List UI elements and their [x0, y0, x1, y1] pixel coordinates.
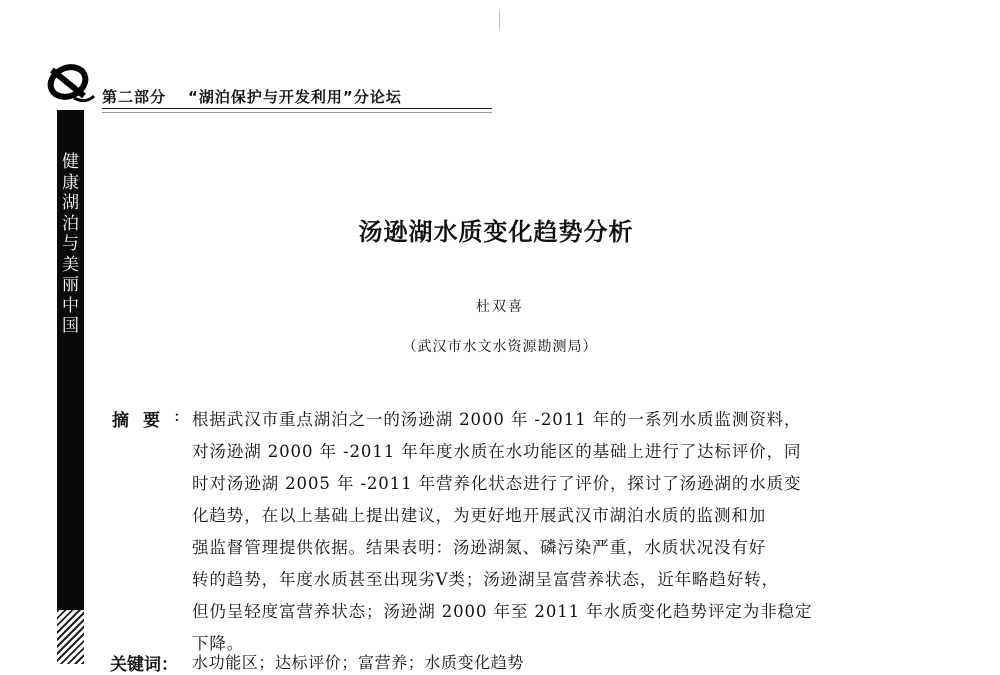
side-band-char: 丽	[62, 275, 79, 295]
abstract-line: 下降。	[192, 634, 245, 653]
side-band-char: 湖	[62, 193, 79, 213]
side-band-char: 国	[62, 316, 79, 336]
header-rule-secondary	[102, 112, 492, 113]
abstract-label: 摘要	[112, 411, 174, 431]
abstract-line: 转的趋势，年度水质甚至出现劣Ⅴ类；汤逊湖呈富营养状态，近年略趋好转，	[192, 570, 780, 589]
abstract-line: 化趋势，在以上基础上提出建议，为更好地开展武汉市湖泊水质的监测和加	[192, 506, 767, 525]
forum-name: “湖泊保护与开发利用”分论坛	[188, 88, 402, 106]
abstract-line: 强监督管理提供依据。结果表明：汤逊湖氮、磷污染严重，水质状况没有好	[192, 538, 767, 557]
side-band-hatch	[57, 610, 84, 664]
abstract-line: 对汤逊湖 2000 年 -2011 年年度水质在水功能区的基础上进行了达标评价，同	[192, 442, 802, 461]
crop-mark	[499, 10, 500, 30]
article-title: 汤逊湖水质变化趋势分析	[358, 218, 634, 246]
keywords-text: 水功能区；达标评价；富营养；水质变化趋势	[192, 653, 525, 672]
article-author: 杜双喜	[476, 299, 524, 315]
journal-logo-icon	[44, 60, 96, 108]
abstract-colon: :	[174, 406, 180, 426]
header-rule	[102, 108, 492, 109]
section-part: 第二部分	[102, 88, 167, 106]
keywords-label: 关键词：	[110, 655, 178, 675]
section-header	[102, 86, 402, 107]
abstract-line: 时对汤逊湖 2005 年 -2011 年营养化状态进行了评价，探讨了汤逊湖的水质变	[192, 474, 802, 493]
side-band-char: 美	[62, 254, 79, 275]
abstract-line: 但仍呈轻度富营养状态；汤逊湖 2000 年至 2011 年水质变化趋势评定为非稳定	[192, 602, 813, 621]
side-band-char: 健	[62, 152, 79, 172]
article-affiliation: （武汉市水文水资源勘测局）	[402, 339, 598, 355]
side-band-char: 泊	[62, 213, 79, 234]
side-band-char: 中	[62, 295, 79, 316]
article-title-block	[0, 212, 1000, 247]
abstract-line: 根据武汉市重点湖泊之一的汤逊湖 2000 年 -2011 年的一系列水质监测资料，	[192, 410, 802, 429]
side-band-char: 与	[62, 234, 79, 254]
side-band-char: 康	[62, 172, 79, 193]
